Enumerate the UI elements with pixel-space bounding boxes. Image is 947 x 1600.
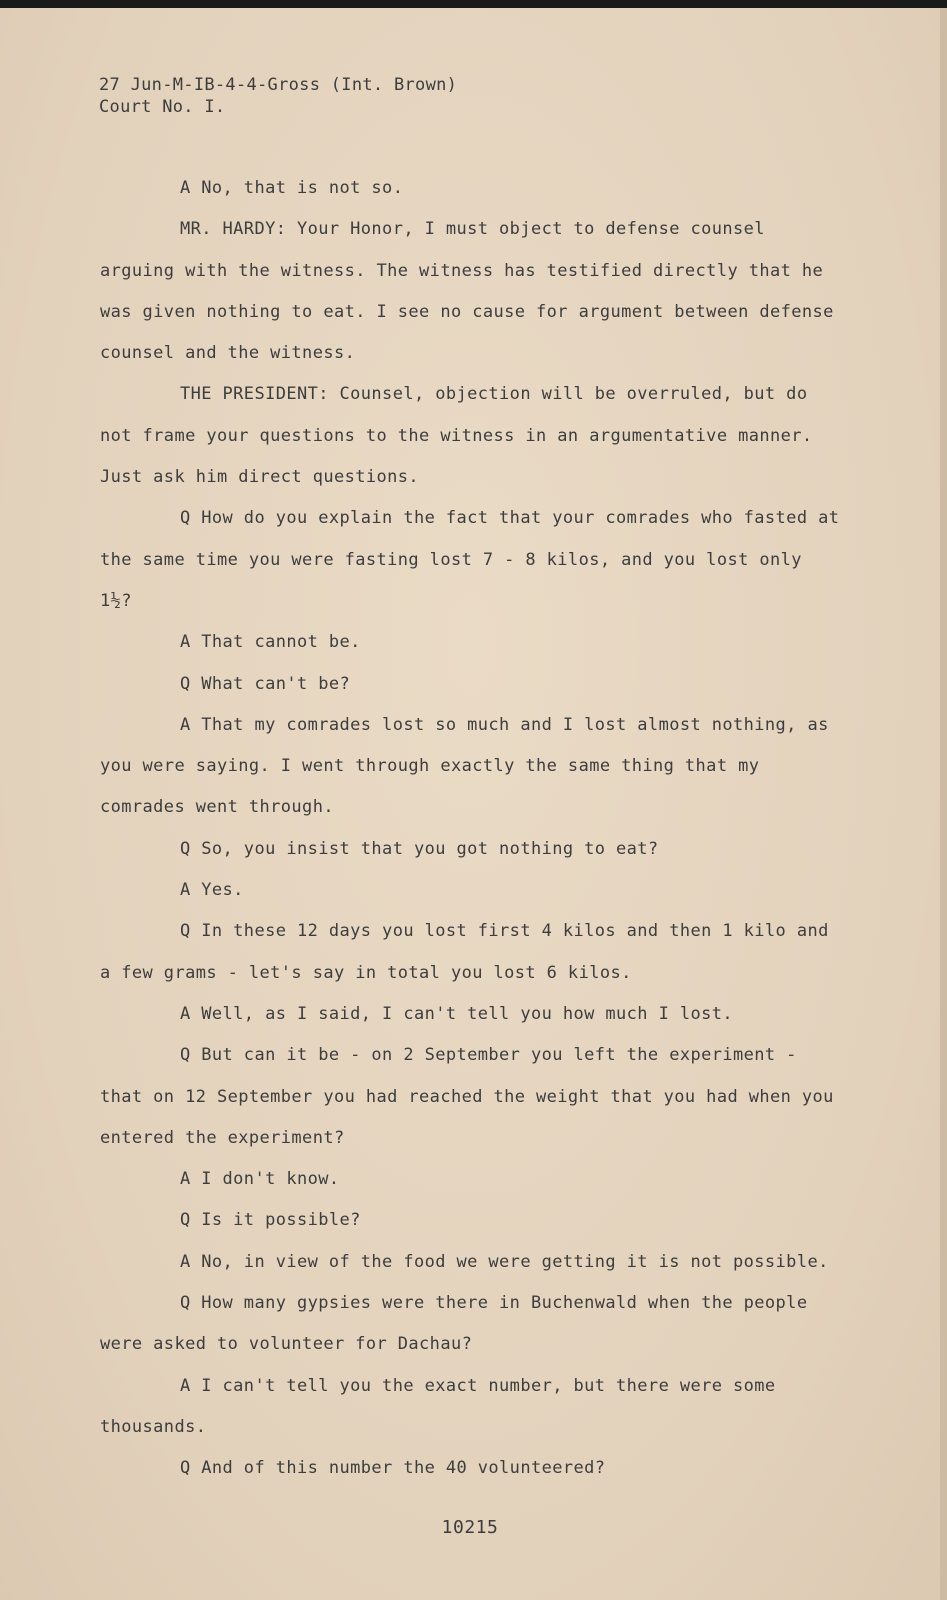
transcript-paragraph: Q But can it be - on 2 September you left the experiment - that on 12 September you had reached the weight that you had when you entered the experiment? [100,1045,834,1148]
transcript-paragraph: A That cannot be. [180,632,361,653]
court-number: Court No. I. [99,97,226,117]
document-page [0,8,940,1600]
transcript-paragraph: Q And of this number the 40 volunteered? [180,1458,606,1479]
transcript-paragraph: Q What can't be? [180,673,351,694]
document-header [99,74,457,118]
transcript-paragraph: A That my comrades lost so much and I lost almost nothing, as you were saying. I went through exactly the same thing that my comrades went through. [100,714,829,818]
transcript-paragraph: MR. HARDY: Your Honor, I must object to defense counsel arguing with the witness. The witness has testified directly that he was given nothing to eat. I see no cause for argument between defense counsel and the witness. [100,219,834,364]
transcript-paragraph: A I don't know. [180,1169,340,1190]
transcript-paragraph: A I can't tell you the exact number, but there were some thousands. [100,1375,776,1437]
transcript-paragraph: THE PRESIDENT: Counsel, objection will be overruled, but do not frame your questions to the witness in an argumentative manner. Just ask him direct questions. [100,384,813,488]
case-reference: 27 Jun-M-IB-4-4-Gross (Int. Brown) [99,75,458,95]
transcript-paragraph: Q In these 12 days you lost first 4 kilos and then 1 kilo and a few grams - let's say in total you lost 6 kilos. [100,921,829,983]
transcript-paragraph: A No, that is not so. [180,178,404,198]
page-number: 10215 [441,1517,499,1538]
transcript-body [100,168,840,1490]
transcript-paragraph: Q How do you explain the fact that your comrades who fasted at the same time you were fasting lost 7 - 8 kilos, and you lost only 1½? [100,508,840,611]
transcript-paragraph: Q How many gypsies were there in Buchenwald when the people were asked to volunteer for Dachau? [100,1293,808,1355]
transcript-paragraph: A Yes. [180,880,244,901]
page-edge [940,8,947,1600]
transcript-paragraph: A No, in view of the food we were getting it is not possible. [180,1251,829,1272]
transcript-paragraph: Q Is it possible? [180,1210,361,1231]
transcript-paragraph: A Well, as I said, I can't tell you how much I lost. [180,1003,734,1024]
transcript-paragraph: Q So, you insist that you got nothing to eat? [180,838,659,859]
